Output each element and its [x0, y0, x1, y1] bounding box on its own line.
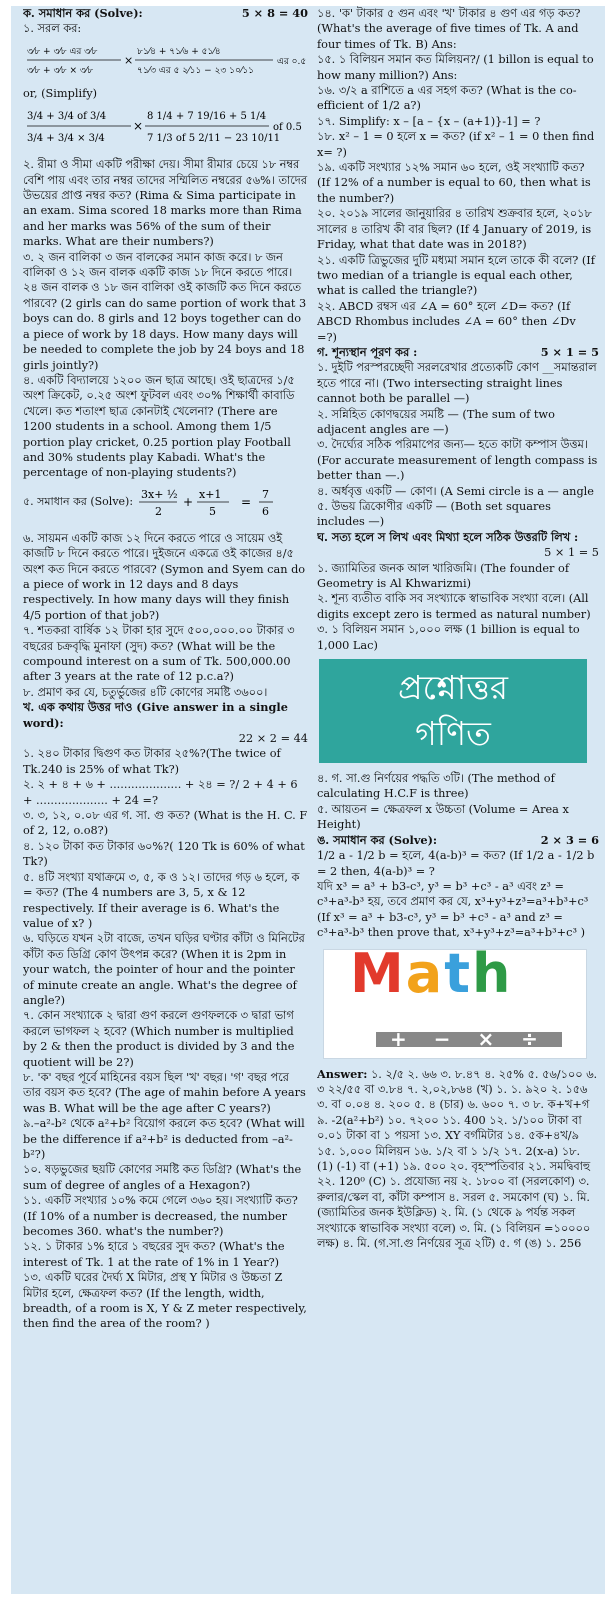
short-question-3: ৩. ৩, ১২, ০.০৮ এর গ. সা. গু কত? (What is the H. C. F of 2, 12, o.o8?) — [23, 809, 308, 838]
svg-text:৭১⁄৩ এর ৫ ২⁄১১ − ২৩ ১০⁄১১: ৭১⁄৩ এর ৫ ২⁄১১ − ২৩ ১০⁄১১ — [137, 65, 255, 76]
section-ga-header — [317, 345, 599, 360]
svg-text:2: 2 — [154, 504, 162, 518]
question-1-expression-en-figure — [23, 103, 308, 149]
section-kha-header — [23, 700, 308, 731]
section-gha-marks-row — [317, 545, 599, 560]
section-ka-title: ক. সমাধান কর (Solve): — [23, 6, 143, 20]
svg-text:=: = — [240, 494, 251, 509]
svg-text:৩⁄৮ + ৩⁄৮ এর ৩⁄৮: ৩⁄৮ + ৩⁄৮ এর ৩⁄৮ — [27, 46, 98, 57]
svg-text:+: + — [182, 494, 193, 509]
true-false-2: ২. শূন্য ব্যতীত বাকি সব সংখ্যাকে স্বাভাবিক সংখ্যা বলে। (All digits except zero is termed as natural number) — [317, 592, 591, 621]
svg-text:6: 6 — [261, 504, 269, 518]
section-ka-header — [23, 6, 308, 21]
short-question-2: ২. ২ + ৪ + ৬ + .................... + ২৪ = ?/ 2 + 4 + 6 + .................... + 24 =? — [23, 778, 298, 807]
short-question-5: ৫. ৪টি সংখ্যা যথাক্রমে ৩, ৫, ক ও ১২। তাদের গড় ৬ হলে, ক = কত? (The 4 numbers are 3, 5, x & 12 respectively. If their average is 6. What's the value of x? ) — [23, 870, 300, 930]
question-5-label: ৫. সমাধান কর (Solve): — [23, 494, 134, 508]
newspaper-page — [11, 6, 605, 1594]
question-5-equation — [137, 485, 287, 519]
short-question-16: ১৬. ৩/২ a রাশিতে a এর সহগ কত? (What is the co-efficient of 1/2 a?) — [317, 84, 577, 113]
svg-text:x+1: x+1 — [198, 487, 221, 501]
short-question-1: ১. ২৪০ টাকার দ্বিগুণ কত টাকার ২৫%?(The twice of Tk.240 is 25% of what Tk?) — [23, 747, 281, 776]
math-operators: + − × ÷ — [376, 1032, 562, 1047]
short-question-10: ১০. ষড়ভুজের ছয়টি কোণের সমষ্টি কত ডিগ্রি? (What's the sum of degree of angles of a Hexagon?) — [23, 1163, 302, 1192]
short-question-8: ৮. 'ক' বছর পূর্বে মাহিনের বয়স ছিল 'খ' বছর। 'গ' বছর পরে তার বয়স কত হবে? (The age of mahin before A years was B. What will be the age after C years?) — [23, 1070, 306, 1115]
short-question-12: ১২. ১ টাকার ১% হারে ১ বছরের সুদ কত? (What's the interest of Tk. 1 at the rate of 1% in 1 Year?) — [23, 1240, 285, 1269]
right-column — [317, 6, 599, 1594]
svg-text:এর ০.৫: এর ০.৫ — [277, 56, 307, 67]
fill-blank-5: ৫. উভয় ত্রিকোণীর একটি — (Both set squares includes —) — [317, 500, 551, 529]
true-false-4: ৪. গ. সা.গু নির্ণয়ের পদ্ধতি ৩টি। (The method of calculating H.C.F is three) — [317, 772, 555, 801]
short-question-19: ১৯. একটি সংখ্যার ১২% সমান ৬০ হলে, ওই সংখ্যাটি কত? (If 12% of a number is equal to 60, then what is the number?) — [317, 161, 591, 205]
answer-label: Answer: — [317, 1066, 368, 1081]
section-gha-marks: 5 × 1 = 5 — [544, 546, 599, 560]
section-ka-marks: 5 × 8 = 40 — [241, 6, 308, 20]
svg-text:×: × — [124, 53, 134, 67]
svg-text:of 0.5: of 0.5 — [273, 122, 302, 134]
svg-text:7 1/3 of 5 2/11 − 23 10/11: 7 1/3 of 5 2/11 − 23 10/11 — [147, 133, 281, 145]
short-question-11: ১১. একটি সংখ্যার ১০% কমে গেলে ৩৬০ হয়। সংখ্যাটি কত? (If 10% of a number is decreased, the number becomes 360. what's the number?) — [23, 1194, 298, 1239]
question-4: ৪. একটি বিদ্যালয়ে ১২০০ জন ছাত্র আছে। ওই ছাত্রদের ১/৫ অংশ ক্রিকেট, ০.২৫ অংশ ফুটবল এবং ৩০% শিক্ষার্থী কাবাডি খেলে। কত শতাংশ ছাত্র কোনটাই খেলেনা? (There are 1200 students in a school. Among them 1/5 portion play cricket, 0.25 portion play Football and 30% students play Kabadi. What's the percentage of non-playing students?) — [23, 373, 295, 480]
math-illustration — [323, 949, 587, 1059]
svg-text:5: 5 — [208, 504, 216, 518]
svg-text:৮১⁄৪ + ৭১⁄৬ + ৫১⁄৪: ৮১⁄৪ + ৭১⁄৬ + ৫১⁄৪ — [137, 46, 221, 57]
section-kha-marks-row — [23, 731, 308, 746]
svg-text:7: 7 — [261, 487, 269, 501]
math-letter-a: a — [405, 948, 445, 1005]
section-ga-title: গ. শূন্যস্থান পূরণ কর : — [317, 344, 418, 359]
question-1-expression-bn-figure — [23, 40, 308, 80]
section-kha-title: খ. এক কথায় উত্তর দাও (Give answer in a single word): — [23, 700, 288, 730]
question-2: ২. রীমা ও সীমা একটি পরীক্ষা দেয়। সীমা রীমার চেয়ে ১৮ নম্বর বেশি পায় এবং তার নম্বর তাদের সম্মিলিত নম্বরের ৫৬%। তাদের উভয়ের প্রাপ্ত নম্বর কত? (Rima & Sima participate in an exam. Sima scored 18 marks more than Rima and her marks was 56% of the sum of their marks. What are their numbers?) — [23, 158, 307, 249]
short-question-14: ১৪. 'ক' টাকার ৫ গুন এবং 'খ' টাকার ৪ গুণ এর গড় কত? (What's the average of five times of Tk. A and four times of Tk. B) Ans: — [317, 7, 581, 51]
svg-text:3/4 + 3/4 of 3/4: 3/4 + 3/4 of 3/4 — [27, 111, 107, 123]
question-5 — [23, 485, 308, 521]
banner-line-1: প্রশ্নোত্তর — [398, 668, 508, 708]
section-umo-header — [317, 833, 599, 848]
fill-blank-1: ১. দুইটি পরস্পরচ্ছেদী সরলরেখার প্রত্যেকটি কোণ __সমান্তরাল হতে পারে না। (Two intersecting straight lines cannot both be parallel —) — [317, 361, 597, 406]
svg-text:3x+ ½: 3x+ ½ — [140, 487, 178, 501]
short-question-13: ১৩. একটি ঘরের দৈর্ঘ্য X মিটার, প্রস্থ Y মিটার ও উচ্চতা Z মিটার হলে, ক্ষেত্রফল কত? (If the length, width, breadth, of a room is X, Y & Z meter respectively, then find the area of the room? ) — [23, 1271, 307, 1331]
question-6: ৬. সায়মন একটি কাজ ১২ দিনে করতে পারে ও সায়েম ওই কাজটি ৮ দিনে করতে পারে। দুইজনে একত্রে ওই কাজের ৪/৫ অংশ কত দিনে করতে পারবে? (Symon and Syem can do a piece of work in 12 days and 8 days respectively. In how many days will they finish 4/5 portion of that job?) — [23, 531, 306, 622]
question-1-or: or, (Simplify) — [23, 86, 98, 100]
section-gha-title: ঘ. সত্য হলে স লিখ এবং মিথ্যা হলে সঠিক উত্তরটি লিখ : — [317, 529, 579, 544]
solve-question-2: যদি x³ = a³ + b3-c³, y³ = b³ +c³ - a³ এবং z³ = c³+a³-b³ হয়, তবে প্রমাণ কর যে, x³+y³+z³=a³+b³+c³ (If x³ = a³ + b3-c³, y³ = b³ +c³ - a³ and z³ = c³+a³-b³ then prove that, x³+y³+z³=a³+b³+c³ ) — [317, 879, 589, 940]
svg-text:3/4 + 3/4 × 3/4: 3/4 + 3/4 × 3/4 — [27, 133, 105, 145]
math-letter-t: t — [444, 948, 473, 1005]
section-ga-marks: 5 × 1 = 5 — [540, 344, 599, 359]
question-3: ৩. ২ জন বালিকা ৩ জন বালকের সমান কাজ করে। ৮ জন বালিকা ও ১২ জন বালক একটি কাজ ১৮ দিনে করতে পারে। ২৪ জন বালক ও ১৮ জন বালিকা ওই কাজটি কত দিনে করতে পারবে? (2 girls can do same portion of work that 3 boys can do. 8 girls and 12 boys together can do a piece of work by 18 days. How many days will be needed to complete the job by 24 boys and 18 girls jointly?) — [23, 250, 307, 372]
svg-text:৩⁄৮ + ৩⁄৮ × ৩⁄৮: ৩⁄৮ + ৩⁄৮ × ৩⁄৮ — [27, 65, 94, 76]
section-umo-title: ঙ. সমাধান কর (Solve): — [317, 832, 438, 847]
solve-question-1: 1/2 a - 1/2 b = হলে, 4(a-b)³ = কত? (If 1/2 a - 1/2 b = 2 then, 4(a-b)³ = ? — [317, 849, 595, 878]
question-8: ৮. প্রমাণ কর যে, চতুর্ভুজের ৪টি কোণের সমষ্টি ৩৬০০। — [23, 685, 268, 699]
short-question-18: ১৮. x² – 1 = 0 হলে x = কত? (if x² – 1 = 0 then find x= ?) — [317, 130, 595, 159]
short-question-21: ২১. একটি ত্রিভুজের দুটি মধ্যমা সমান হলে তাকে কী বলে? (If two median of a triangle is equal each other, what is called the triangle?) — [317, 253, 595, 298]
answer-key — [317, 1067, 599, 1252]
true-false-5: ৫. আয়তন = ক্ষেত্রফল x উচ্চতা (Volume = Area x Height) — [317, 802, 569, 832]
true-false-3: ৩. ১ বিলিয়ন সমান ১,০০০ লক্ষ (1 billion is equal to 1,000 Lac) — [317, 623, 580, 652]
question-1-label: ১. সরল কর: — [23, 22, 82, 36]
short-question-6: ৬. ঘড়িতে যখন ২টা বাজে, তখন ঘড়ির ঘণ্টার কাঁটা ও মিনিটের কাঁটা কত ডিগ্রি কোণ উৎপন্ন করে? (When it is 2pm in your watch, the pointer of hour and the pointer of minute create an angle. What's the degree of angle?) — [23, 932, 305, 1007]
question-1-expression-en — [23, 103, 308, 149]
short-question-4: ৪. ১২০ টাকা কত টাকার ৬০%?( 120 Tk is 60% of what Tk?) — [23, 839, 305, 869]
fill-blank-2: ২. সন্নিহিত কোণদ্বয়ের সমষ্টি — (The sum of two adjacent angles are —) — [317, 407, 555, 436]
title-banner — [319, 659, 587, 763]
math-letter-m: M — [350, 948, 406, 1005]
short-question-20: ২০. ২০১৯ সালের জানুয়ারির ৪ তারিখ শুক্রবার হলে, ২০১৮ সালের ৪ তারিখ কী বার ছিল? (If 4 January of 2019, is Friday, what that date was in 2018?) — [317, 207, 592, 252]
short-question-22: ২২. ABCD রম্বস এর ∠A = 60° হলে ∠D= কত? (If ABCD Rhombus includes ∠A = 60° then ∠Dv =?) — [317, 299, 576, 344]
svg-text:8 1/4 + 7 19/16 + 5 1/4: 8 1/4 + 7 19/16 + 5 1/4 — [147, 111, 267, 123]
fill-blank-4: ৪. অর্ধবৃত্ত একটি — কোণ। (A Semi circle is a — angle — [317, 484, 594, 498]
math-word — [350, 948, 513, 1005]
short-question-15: ১৫. ১ বিলিয়ন সমান কত মিলিয়ন?/ (1 billon is equal to how many million?) Ans: — [317, 53, 594, 82]
section-kha-marks: 22 × 2 = 44 — [238, 732, 308, 746]
short-question-9: ৯.–a²-b² থেকে a²+b² বিয়োগ করলে কত হবে? (What will be the difference if a²+b² is deducted from –a²-b²?) — [23, 1117, 305, 1161]
left-column — [23, 6, 308, 1594]
question-7: ৭. শতকরা বার্ষিক ১২ টাকা হার সুদে ৫০০,০০০.০০ টাকার ৩ বছরের চক্রবৃদ্ধি মুনাফা (সুদ) কত? (What will be the compound interest on a sum of Tk. 500,000.00 after 3 years at the rate of 12 p.c.a?) — [23, 624, 295, 684]
question-1-expression-bn — [23, 40, 308, 80]
short-question-7: ৭. কোন সংখ্যাকে ২ দ্বারা গুণ করলে গুণফলকে ৩ দ্বারা ভাগ করলে ভাগফল ২ হবে? (Which number is multiplied by 2 & then the product is divided by 3 and the quotient will be 2?) — [23, 1009, 295, 1069]
math-letter-h: h — [472, 948, 513, 1005]
short-question-17: ১৭. Simplify: x – [a – {x – (a+1)}-1] = ? — [317, 114, 541, 128]
banner-line-2: গণিত — [415, 714, 491, 754]
svg-text:×: × — [133, 119, 144, 134]
true-false-1: ১. জ্যামিতির জনক আল খারিজমি। (The founder of Geometry is Al Khwarizmi) — [317, 561, 570, 591]
answer-text: ১. ২/৫ ২. ৬৬ ৩. ৮.৪৭ ৪. ২৫% ৫. ৫৬/১০০ ৬. ৩ ২২/৫৫ বা ৩.৮৪ ৭. ২,০২,৮৬৪ (খ) ১. ১. ৯২০ ২. ১৫৬ ৩. বা ০.০৪ ৪. ২০০ ৫. ৪ (চার) ৬. ৬০০ ৭. ৩ ৮. ক+খ+গ ৯. -2(a²+b²) ১০. ৭২০০ ১১. 400 ১২. ১/১০০ টাকা বা ০.০১ টাকা বা ১ পয়সা ১৩. XY বর্গমিটার ১৪. ৫ক+৪খ/৯ ১৫. ১,০০০ মিলিয়ন ১৬. ১/২ বা ১ ১/২ ১৭. 2(x-a) ১৮. (1) (-1) বা (+1) ১৯. ৫০০ ২০. বৃহস্পতিবার ২১. সমদ্বিবাহু ২২. 120⁰ (C) ১. প্রযোজ্য নয় ২. ১৮০০ বা (সরলকোণ) ৩. রুলার/স্কেল বা, কাঁটা কম্পাস ৪. সরল ৫. সমকোণ (ঘ) ১. মি. (জ্যামিতির জনক ইউক্লিড) ২. মি. (১ থেকে ৯ পর্যন্ত সকল সংখ্যাকে স্বাভাবিক সংখ্যা বলে) ৩. মি. (১ বিলিয়ন =১০০০০ লক্ষ) ৪. মি. (গ.সা.গু নির্ণয়ের সূত্র ২টি) ৫. গ (ঙ) ১. 256 — [317, 1067, 598, 1250]
fill-blank-3: ৩. দৈর্ঘ্যের সঠিক পরিমাপের জন্য— হতে কাটা কম্পাস উত্তম। (For accurate measurement of length compass is better than —.) — [317, 438, 598, 483]
section-umo-marks: 2 × 3 = 6 — [540, 832, 599, 847]
